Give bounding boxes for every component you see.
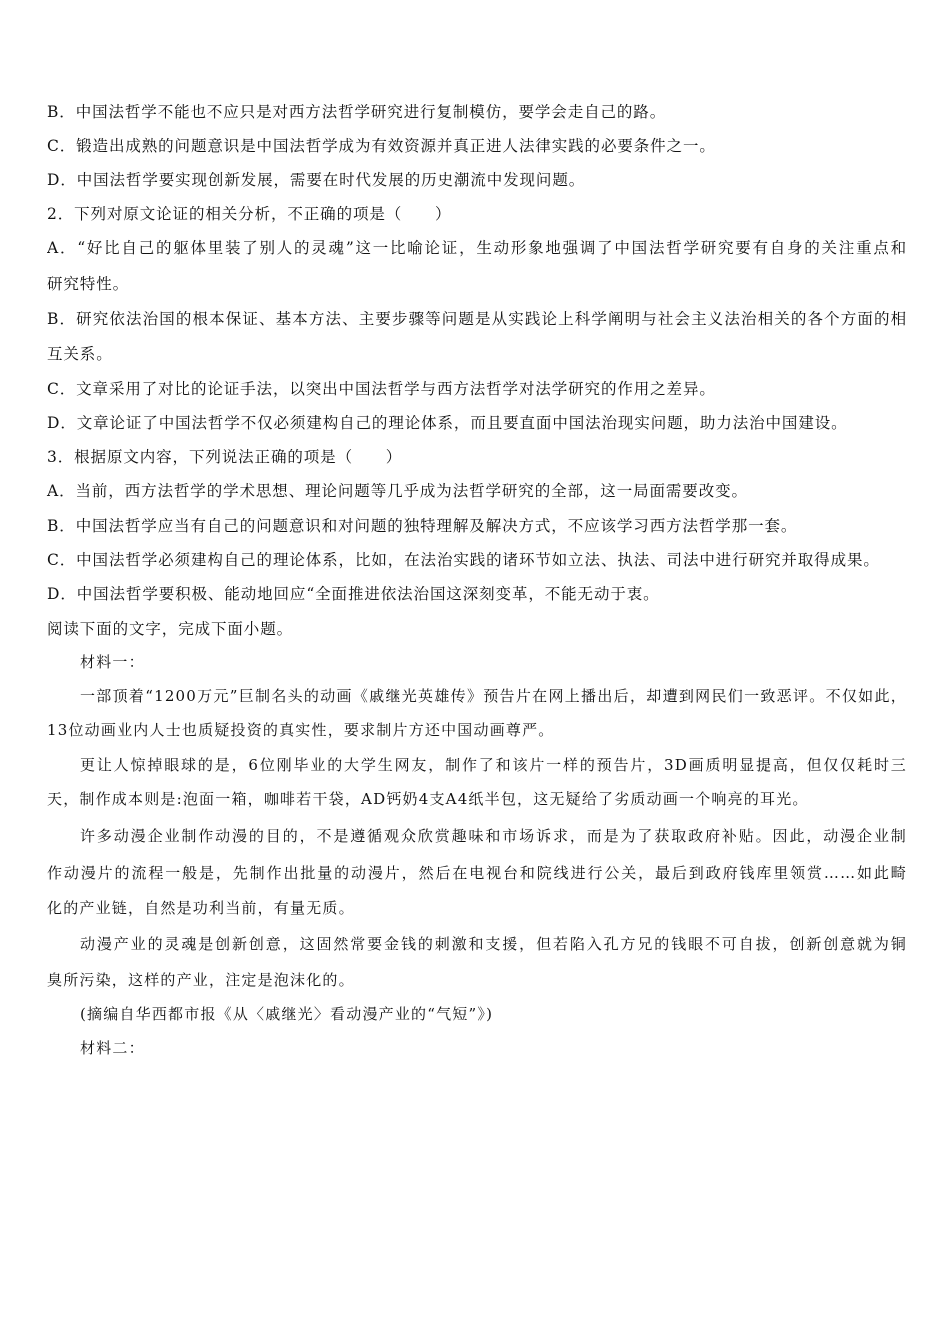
q2-option-a-cont: 研究特性。: [47, 275, 130, 293]
material1-source: (摘编自华西都市报《从〈戚继光〉看动漫产业的“气短”》): [80, 1005, 494, 1023]
material1-paragraph-cont: 臭所污染，这样的产业，注定是泡沫化的。: [47, 971, 355, 989]
q3-option-d: D．中国法哲学要积极、能动地回应“全面推进依法治国这深刻变革，不能无动于衷。: [47, 585, 660, 603]
material1-paragraph-cont: 13位动画业内人士也质疑投资的真实性，要求制片方还中国动画尊严。: [47, 721, 555, 739]
q3-option-b: B．中国法哲学应当有自己的问题意识和对问题的独特理解及解决方式，不应该学习西方法哲学那一套。: [47, 517, 798, 535]
material2-title: 材料二：: [80, 1039, 145, 1057]
q1-option-c: C．锻造出成熟的问题意识是中国法哲学成为有效资源并真正进人法律实践的必要条件之一。: [47, 137, 716, 155]
material1-paragraph: 一部顶着“1200万元”巨制名头的动画《戚继光英雄传》预告片在网上播出后，却遭到网民们一致恶评。不仅如此，: [80, 687, 907, 705]
q2-option-d: D．文章论证了中国法哲学不仅必须建构自己的理论体系，而且要直面中国法治现实问题，助力法治中国建设。: [47, 414, 848, 432]
q1-option-d: D．中国法哲学要实现创新发展，需要在时代发展的历史潮流中发现问题。: [47, 171, 586, 189]
material1-paragraph-cont: 天，制作成本则是:泡面一箱，咖啡若干袋，AD钙奶4支A4纸半包，这无疑给了劣质动画一个响亮的耳光。: [47, 790, 809, 808]
reading-instruction: 阅读下面的文字，完成下面小题。: [47, 620, 294, 638]
material1-paragraph: 许多动漫企业制作动漫的目的，不是遵循观众欣赏趣味和市场诉求，而是为了获取政府补贴。因此，动漫企业制: [80, 827, 907, 845]
material1-paragraph-cont: 作动漫片的流程一般是，先制作出批量的动漫片，然后在电视台和院线进行公关，最后到政府钱库里领赏……如此畸: [47, 864, 907, 882]
material1-paragraph: 更让人惊掉眼球的是，6位刚毕业的大学生网友，制作了和该片一样的预告片，3D画质明显提高，但仅仅耗时三: [80, 756, 907, 774]
q2-stem: 2．下列对原文论证的相关分析，不正确的项是（ ）: [47, 205, 452, 223]
q2-option-a: A．“好比自己的躯体里装了别人的灵魂”这一比喻论证，生动形象地强调了中国法哲学研究要有自身的关注重点和: [47, 239, 907, 257]
q1-option-b: B．中国法哲学不能也不应只是对西方法哲学研究进行复制模仿，要学会走自己的路。: [47, 103, 667, 121]
q2-option-b-cont: 互关系。: [47, 345, 113, 363]
q3-option-a: A．当前，西方法哲学的学术思想、理论问题等几乎成为法哲学研究的全部，这一局面需要改变。: [47, 482, 748, 500]
material1-paragraph: 动漫产业的灵魂是创新创意，这固然常要金钱的刺激和支援，但若陷入孔方兄的钱眼不可自拔，创新创意就为铜: [80, 935, 907, 953]
material1-paragraph-cont: 化的产业链，自然是功利当前，有量无质。: [47, 899, 355, 917]
q2-option-c: C．文章采用了对比的论证手法，以突出中国法哲学与西方法哲学对法学研究的作用之差异。: [47, 380, 716, 398]
q2-option-b: B．研究依法治国的根本保证、基本方法、主要步骤等问题是从实践论上科学阐明与社会主义法治相关的各个方面的相: [47, 310, 907, 328]
material1-title: 材料一：: [80, 653, 145, 671]
q3-stem: 3．根据原文内容，下列说法正确的项是（ ）: [47, 448, 403, 466]
q3-option-c: C．中国法哲学必须建构自己的理论体系，比如，在法治实践的诸环节如立法、执法、司法中进行研究并取得成果。: [47, 551, 880, 569]
